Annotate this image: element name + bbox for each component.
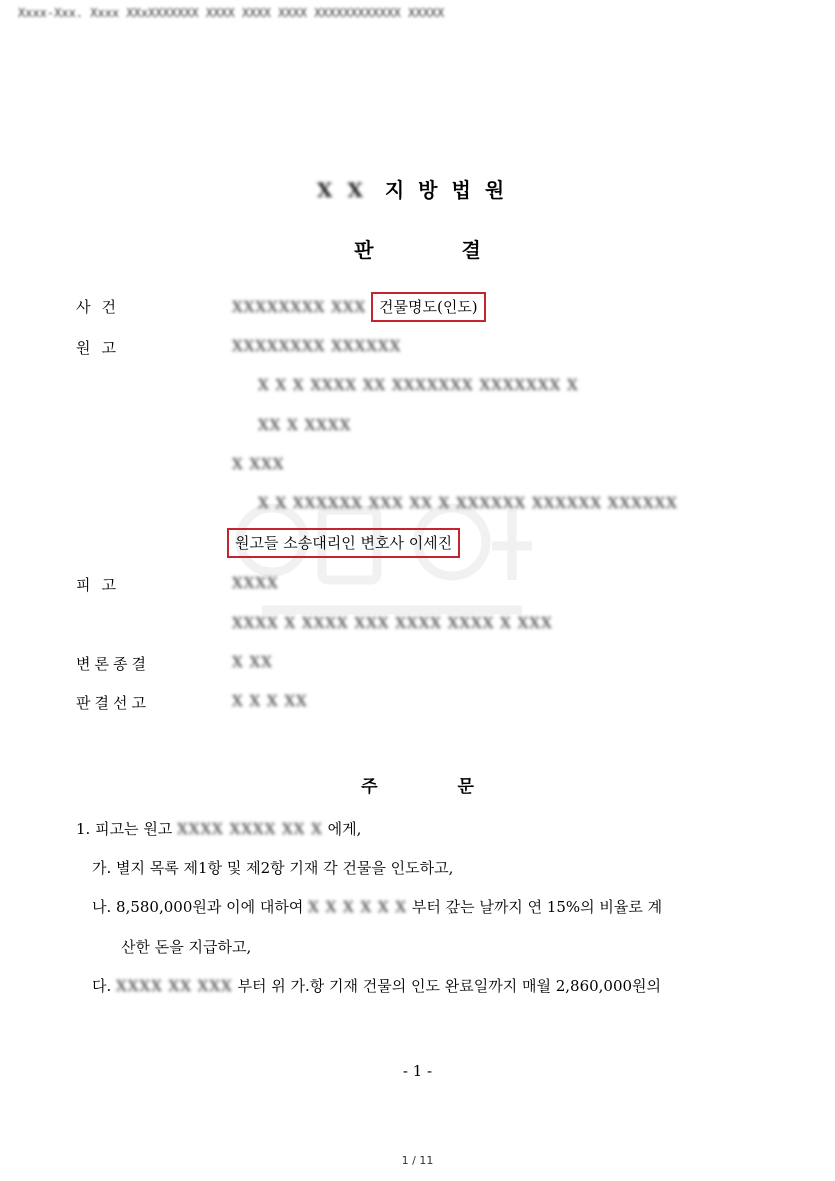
order-line-2: 가. 별지 목록 제1항 및 제2항 기재 각 건물을 인도하고, (92, 859, 454, 877)
plaintiff-name (232, 337, 401, 355)
redacted-judgment-date: X X X XX (232, 692, 308, 710)
case-label: 사건 (76, 298, 127, 316)
argument-closed-label: 변론종결 (76, 655, 150, 673)
redacted-court-prefix: X X (316, 178, 367, 202)
order-title-part-1: 주 (361, 777, 378, 797)
title-part-1: 판 (354, 238, 374, 262)
order-line-1-prefix: 1. 피고는 원고 (76, 820, 173, 838)
document-title (0, 234, 835, 263)
plaintiff-detail (258, 416, 351, 434)
second-plaintiff-address (258, 494, 678, 512)
order-title-part-2: 문 (457, 777, 474, 797)
redacted-plaintiff-ref: XXXX XXXX XX X (177, 820, 323, 838)
redacted-defendant-name: XXXX (232, 574, 279, 592)
case-row (232, 292, 486, 322)
counsel-highlight: 원고들 소송대리인 변호사 이세진 (227, 528, 460, 558)
redacted-argument-date: X XX (232, 653, 273, 671)
defendant-name (232, 574, 279, 592)
plaintiff-label: 원고 (76, 339, 127, 357)
redacted-second-plaintiff-address: X X XXXXXX XXX XX X XXXXXX XXXXXX XXXXXX (258, 494, 678, 512)
order-line-5-suffix: 부터 위 가.항 기재 건물의 인도 완료일까지 매월 2,860,000원의 (237, 977, 662, 995)
counsel-row (227, 528, 460, 558)
order-line-4: 산한 돈을 지급하고, (121, 938, 252, 956)
plaintiff-address (258, 376, 579, 394)
defendant-label: 피고 (76, 576, 127, 594)
redacted-case-number: XXXXXXXX XXX (232, 298, 367, 316)
defendant-address (232, 614, 553, 632)
case-name-highlight: 건물명도(인도) (371, 292, 486, 322)
order-line-5 (92, 975, 661, 996)
redacted-plaintiff-address: X X X XXXX XX XXXXXXX XXXXXXX X (258, 376, 579, 394)
redacted-start-date: X X X X X X (308, 898, 408, 916)
order-line-1 (76, 818, 361, 839)
second-plaintiff-name (232, 455, 284, 473)
order-line-3-prefix: 나. 8,580,000원과 이에 대하여 (92, 898, 304, 916)
judgment-date-label: 판결선고 (76, 694, 150, 712)
page-number: - 1 - (402, 1062, 433, 1080)
redacted-second-plaintiff: X XXX (232, 455, 285, 473)
judgment-date (232, 692, 308, 710)
court-name (0, 174, 835, 203)
order-line-3 (92, 896, 662, 917)
court-name-text: 지방법원 (384, 178, 519, 202)
title-part-2: 결 (461, 238, 481, 262)
order-line-5-prefix: 다. (92, 977, 112, 995)
order-line-3-suffix: 부터 갚는 날까지 연 15%의 비율로 계 (411, 898, 663, 916)
argument-closed-date (232, 653, 273, 671)
order-section-title (0, 772, 835, 797)
redacted-defendant-address: XXXX X XXXX XXX XXXX XXXX X XXX (232, 614, 553, 632)
redacted-plaintiff-detail: XX X XXXX (258, 416, 352, 434)
order-line-1-suffix: 에게, (327, 820, 362, 838)
redacted-plaintiff-name: XXXXXXXX XXXXXX (232, 337, 402, 355)
redacted-date: XXXX XX XXX (116, 977, 233, 995)
page-counter: 1 / 11 (401, 1154, 434, 1167)
redacted-header-line: Xxxx-Xxx. Xxxx XXxXXXXXXX XXXX XXXX XXXX XXXXXXXXXXXX XXXXX (18, 6, 445, 20)
